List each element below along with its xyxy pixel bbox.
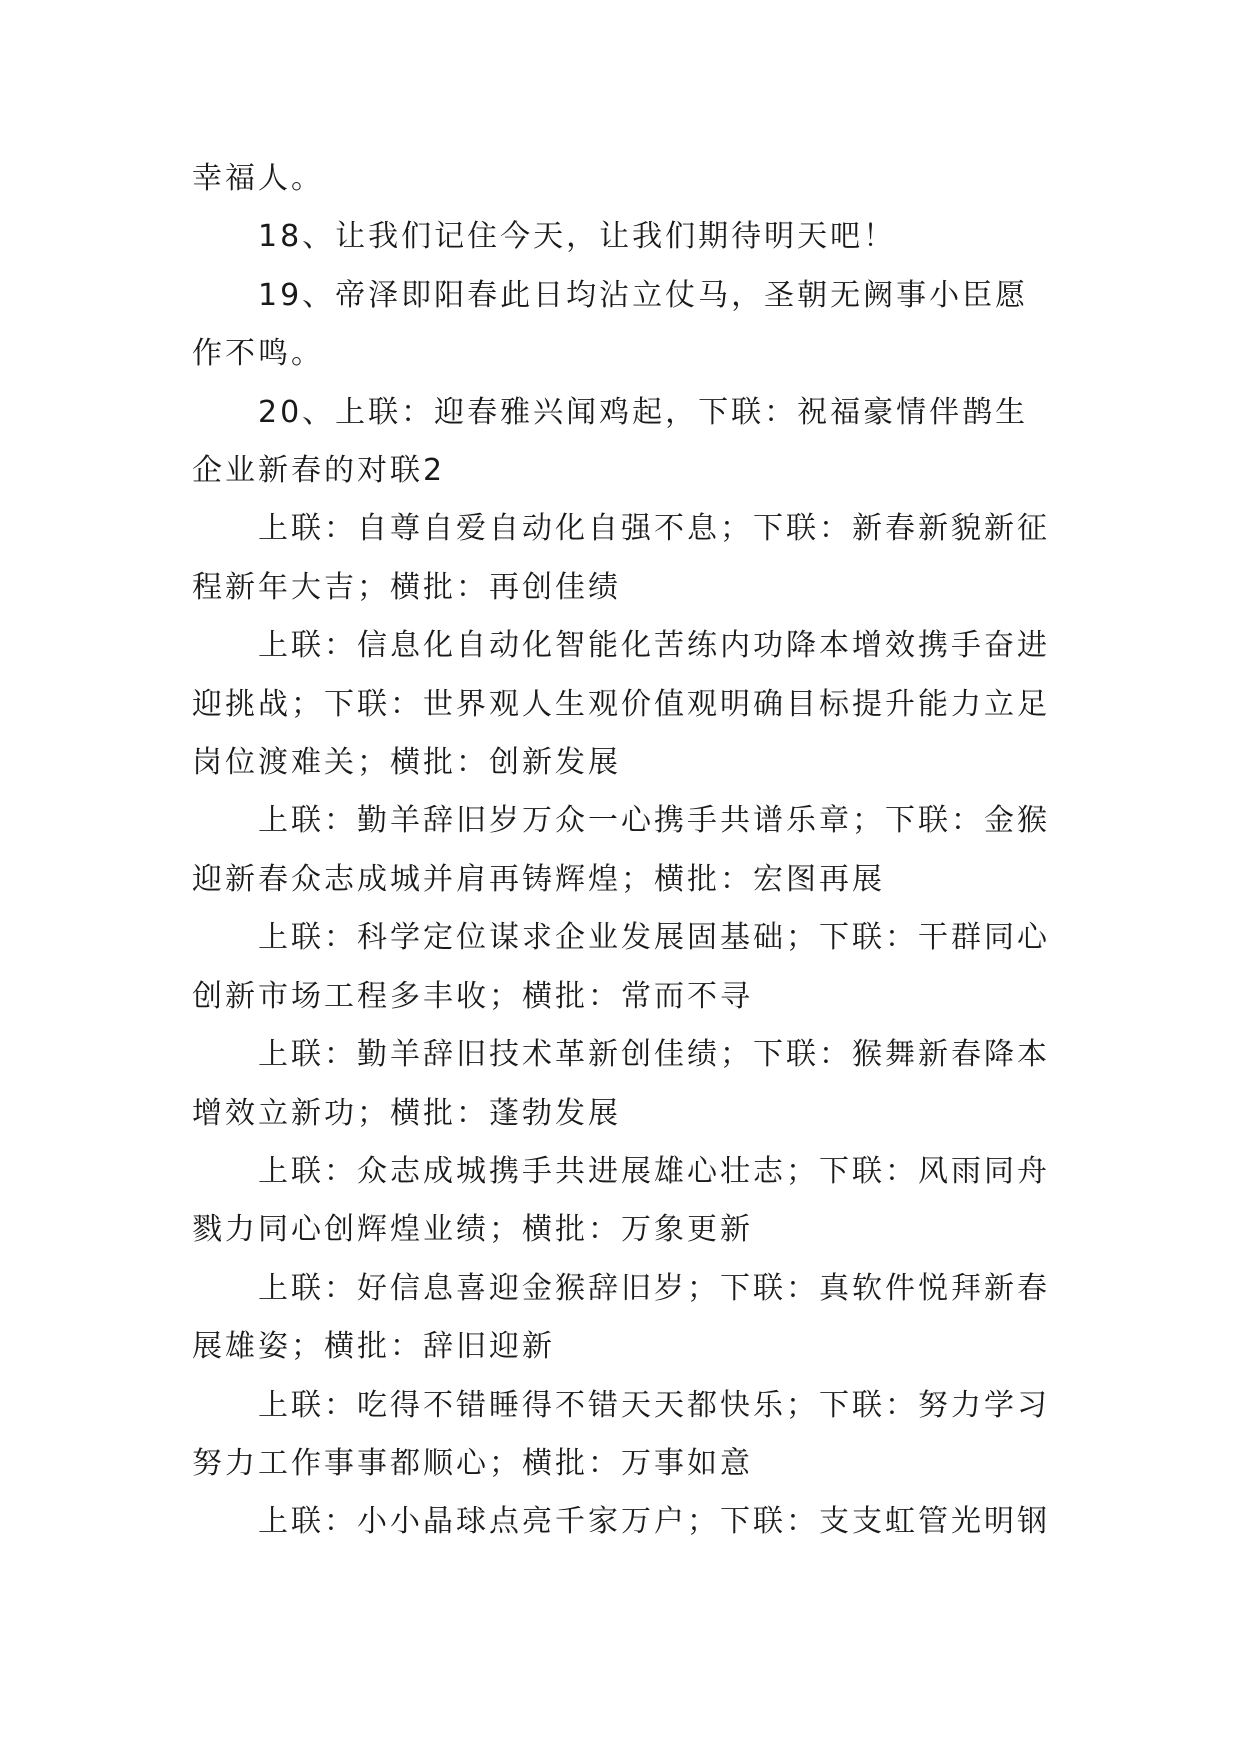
paragraph-3: 19、帝泽即阳春此日均沾立仗马，圣朝无阙事小臣愿作不鸣。: [192, 277, 1029, 372]
paragraph-14: 上联：小小晶球点亮千家万户；下联：支支虹管光明钢: [258, 1504, 1050, 1540]
paragraph-7: 上联：信息化自动化智能化苦练内功降本增效携手奋进迎挑战；下联：世界观人生观价值观明确目标提升能力立足岗位渡难关；横批：创新发展: [192, 628, 1050, 781]
paragraph-13: 上联：吃得不错睡得不错天天都快乐；下联：努力学习努力工作事事都顺心；横批：万事如意: [192, 1387, 1050, 1481]
paragraph-12: 上联：好信息喜迎金猴辞旧岁；下联：真软件悦拜新春展雄姿；横批：辞旧迎新: [192, 1270, 1050, 1365]
paragraph-10: 上联：勤羊辞旧技术革新创佳绩；下联：猴舞新春降本增效立新功；横批：蓬勃发展: [192, 1037, 1050, 1131]
paragraph-9: 上联：科学定位谋求企业发展固基础；下联：干群同心创新市场工程多丰收；横批：常而不寻: [192, 920, 1050, 1014]
paragraph-2: 18、让我们记住今天，让我们期待明天吧！: [258, 219, 897, 255]
paragraph-8: 上联：勤羊辞旧岁万众一心携手共谱乐章；下联：金猴迎新春众志成城并肩再铸辉煌；横批：宏图再展: [192, 803, 1050, 897]
paragraph-11: 上联：众志成城携手共进展雄心壮志；下联：风雨同舟戮力同心创辉煌业绩；横批：万象更新: [192, 1153, 1050, 1248]
document-body: [192, 150, 1056, 1552]
section-heading: 企业新春的对联2: [192, 453, 446, 489]
paragraph-4: 20、上联：迎春雅兴闻鸡起，下联：祝福豪情伴鹊生: [258, 394, 1029, 430]
paragraph-6: 上联：自尊自爱自动化自强不息；下联：新春新貌新征程新年大吉；横批：再创佳绩: [192, 511, 1050, 605]
paragraph-1: 幸福人。: [192, 161, 324, 196]
